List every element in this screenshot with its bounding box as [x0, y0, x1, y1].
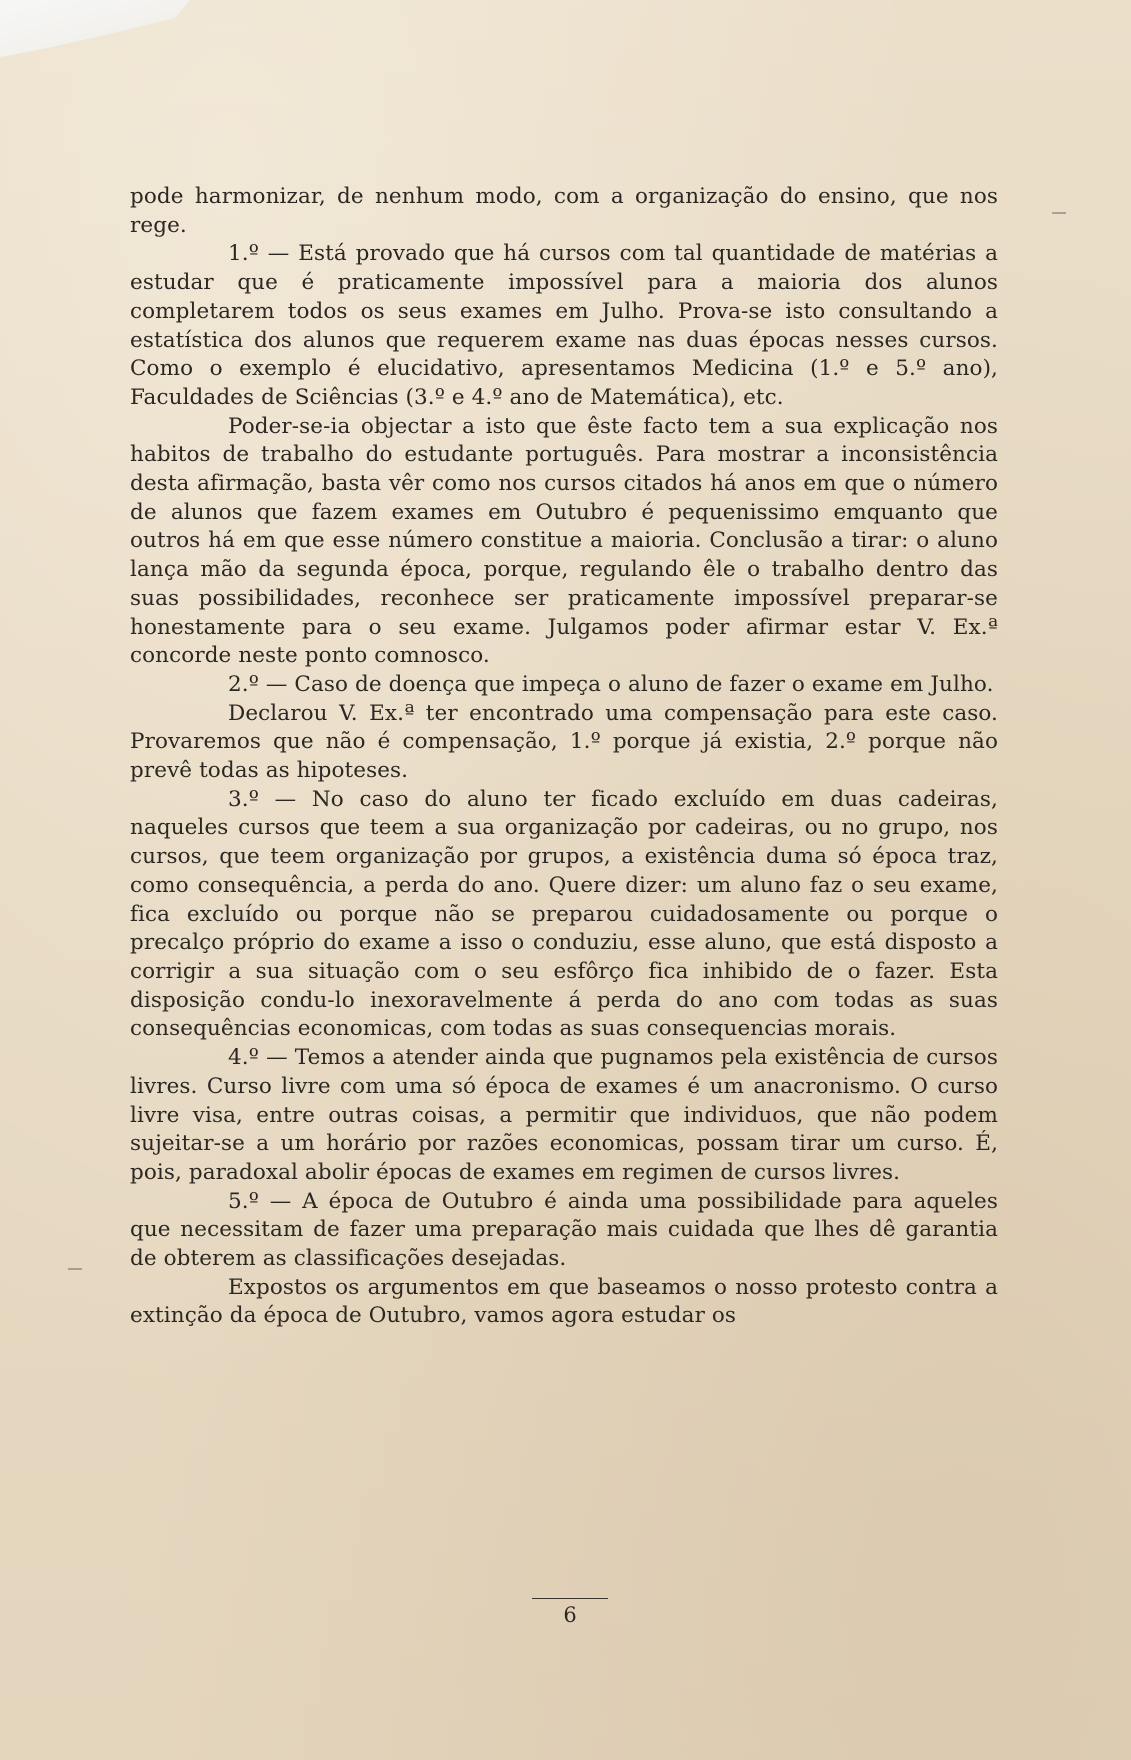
page-number: 6 [563, 1603, 577, 1627]
paragraph-point-2: 2.º — Caso de doença que impeça o aluno de fazer o exame em Julho. [228, 671, 994, 697]
margin-mark [1052, 212, 1066, 214]
paragraph-point-3: 3.º — No caso do aluno ter ficado excluído em duas cadeiras, naqueles cursos que teem a sua organização por cadeiras, ou no grupo, nos cursos, que teem organização por grupos, a existência duma só época traz, como consequência, a perda do ano. Quere dizer: um aluno faz o seu exame, fica excluído ou porque não se preparou cuidadosamente ou porque o precalço próprio do exame a isso o conduziu, esse aluno, que está disposto a corrigir a sua situação com o seu esfôrço fica inhibido de o fazer. Esta disposição condu-lo inexoravelmente á perda do ano com todas as suas consequências economicas, com todas as suas consequencias morais. [130, 786, 998, 1042]
paragraph-objection: Poder-se-ia objectar a isto que êste facto tem a sua explicação nos habitos de trabalho do estudante português. Para mostrar a inconsistência desta afirmação, basta vêr como nos cursos citados há anos em que o número de alunos que fazem exames em Outubro é pequenissimo emquanto que outros há em que esse número constitue a maioria. Conclusão a tirar: o aluno lança mão da segunda época, porque, regulando êle o trabalho dentro das suas possibilidades, reconhece ser praticamente impossível preparar-se honestamente para o seu exame. Julgamos poder afirmar estar V. Ex.ª concorde neste ponto comnosco. [130, 413, 998, 669]
paper-tear-corner [0, 0, 190, 60]
paragraph-conclusion: Expostos os argumentos em que baseamos o nosso protesto contra a extinção da época de Outubro, vamos agora estudar os [130, 1274, 998, 1329]
paragraph-point-4: 4.º — Temos a atender ainda que pugnamos pela existência de cursos livres. Curso livre com uma só época de exames é um anacronismo. O curso livre visa, entre outras coisas, a permitir que individuos, que não podem sujeitar-se a um horário por razões economicas, possam tirar um curso. É, pois, paradoxal abolir épocas de exames em regimen de cursos livres. [130, 1045, 998, 1185]
page-number-rule [532, 1598, 608, 1599]
paragraph-continuation: pode harmonizar, de nenhum modo, com a organização do ensino, que nos rege. [130, 184, 998, 238]
margin-mark [68, 1268, 82, 1270]
paragraph-point-1: 1.º — Está provado que há cursos com tal quantidade de matérias a estudar que é praticamente impossível para a maioria dos alunos completarem todos os seus exames em Julho. Prova-se isto consultando a estatística dos alunos que requerem exame nas duas épocas nesses cursos. Como o exemplo é elucidativo, apresentamos Medicina (1.º e 5.º ano), Faculdades de Sciências (3.º e 4.º ano de Matemática), etc. [130, 241, 998, 410]
body-text [130, 183, 998, 1331]
paragraph-declared: Declarou V. Ex.ª ter encontrado uma compensação para este caso. Provaremos que não é compensação, 1.º porque já existia, 2.º porque não prevê todas as hipoteses. [130, 700, 998, 784]
paragraph-point-5: 5.º — A época de Outubro é ainda uma possibilidade para aqueles que necessitam de fazer uma preparação mais cuidada que lhes dê garantia de obterem as classificações desejadas. [130, 1188, 998, 1272]
